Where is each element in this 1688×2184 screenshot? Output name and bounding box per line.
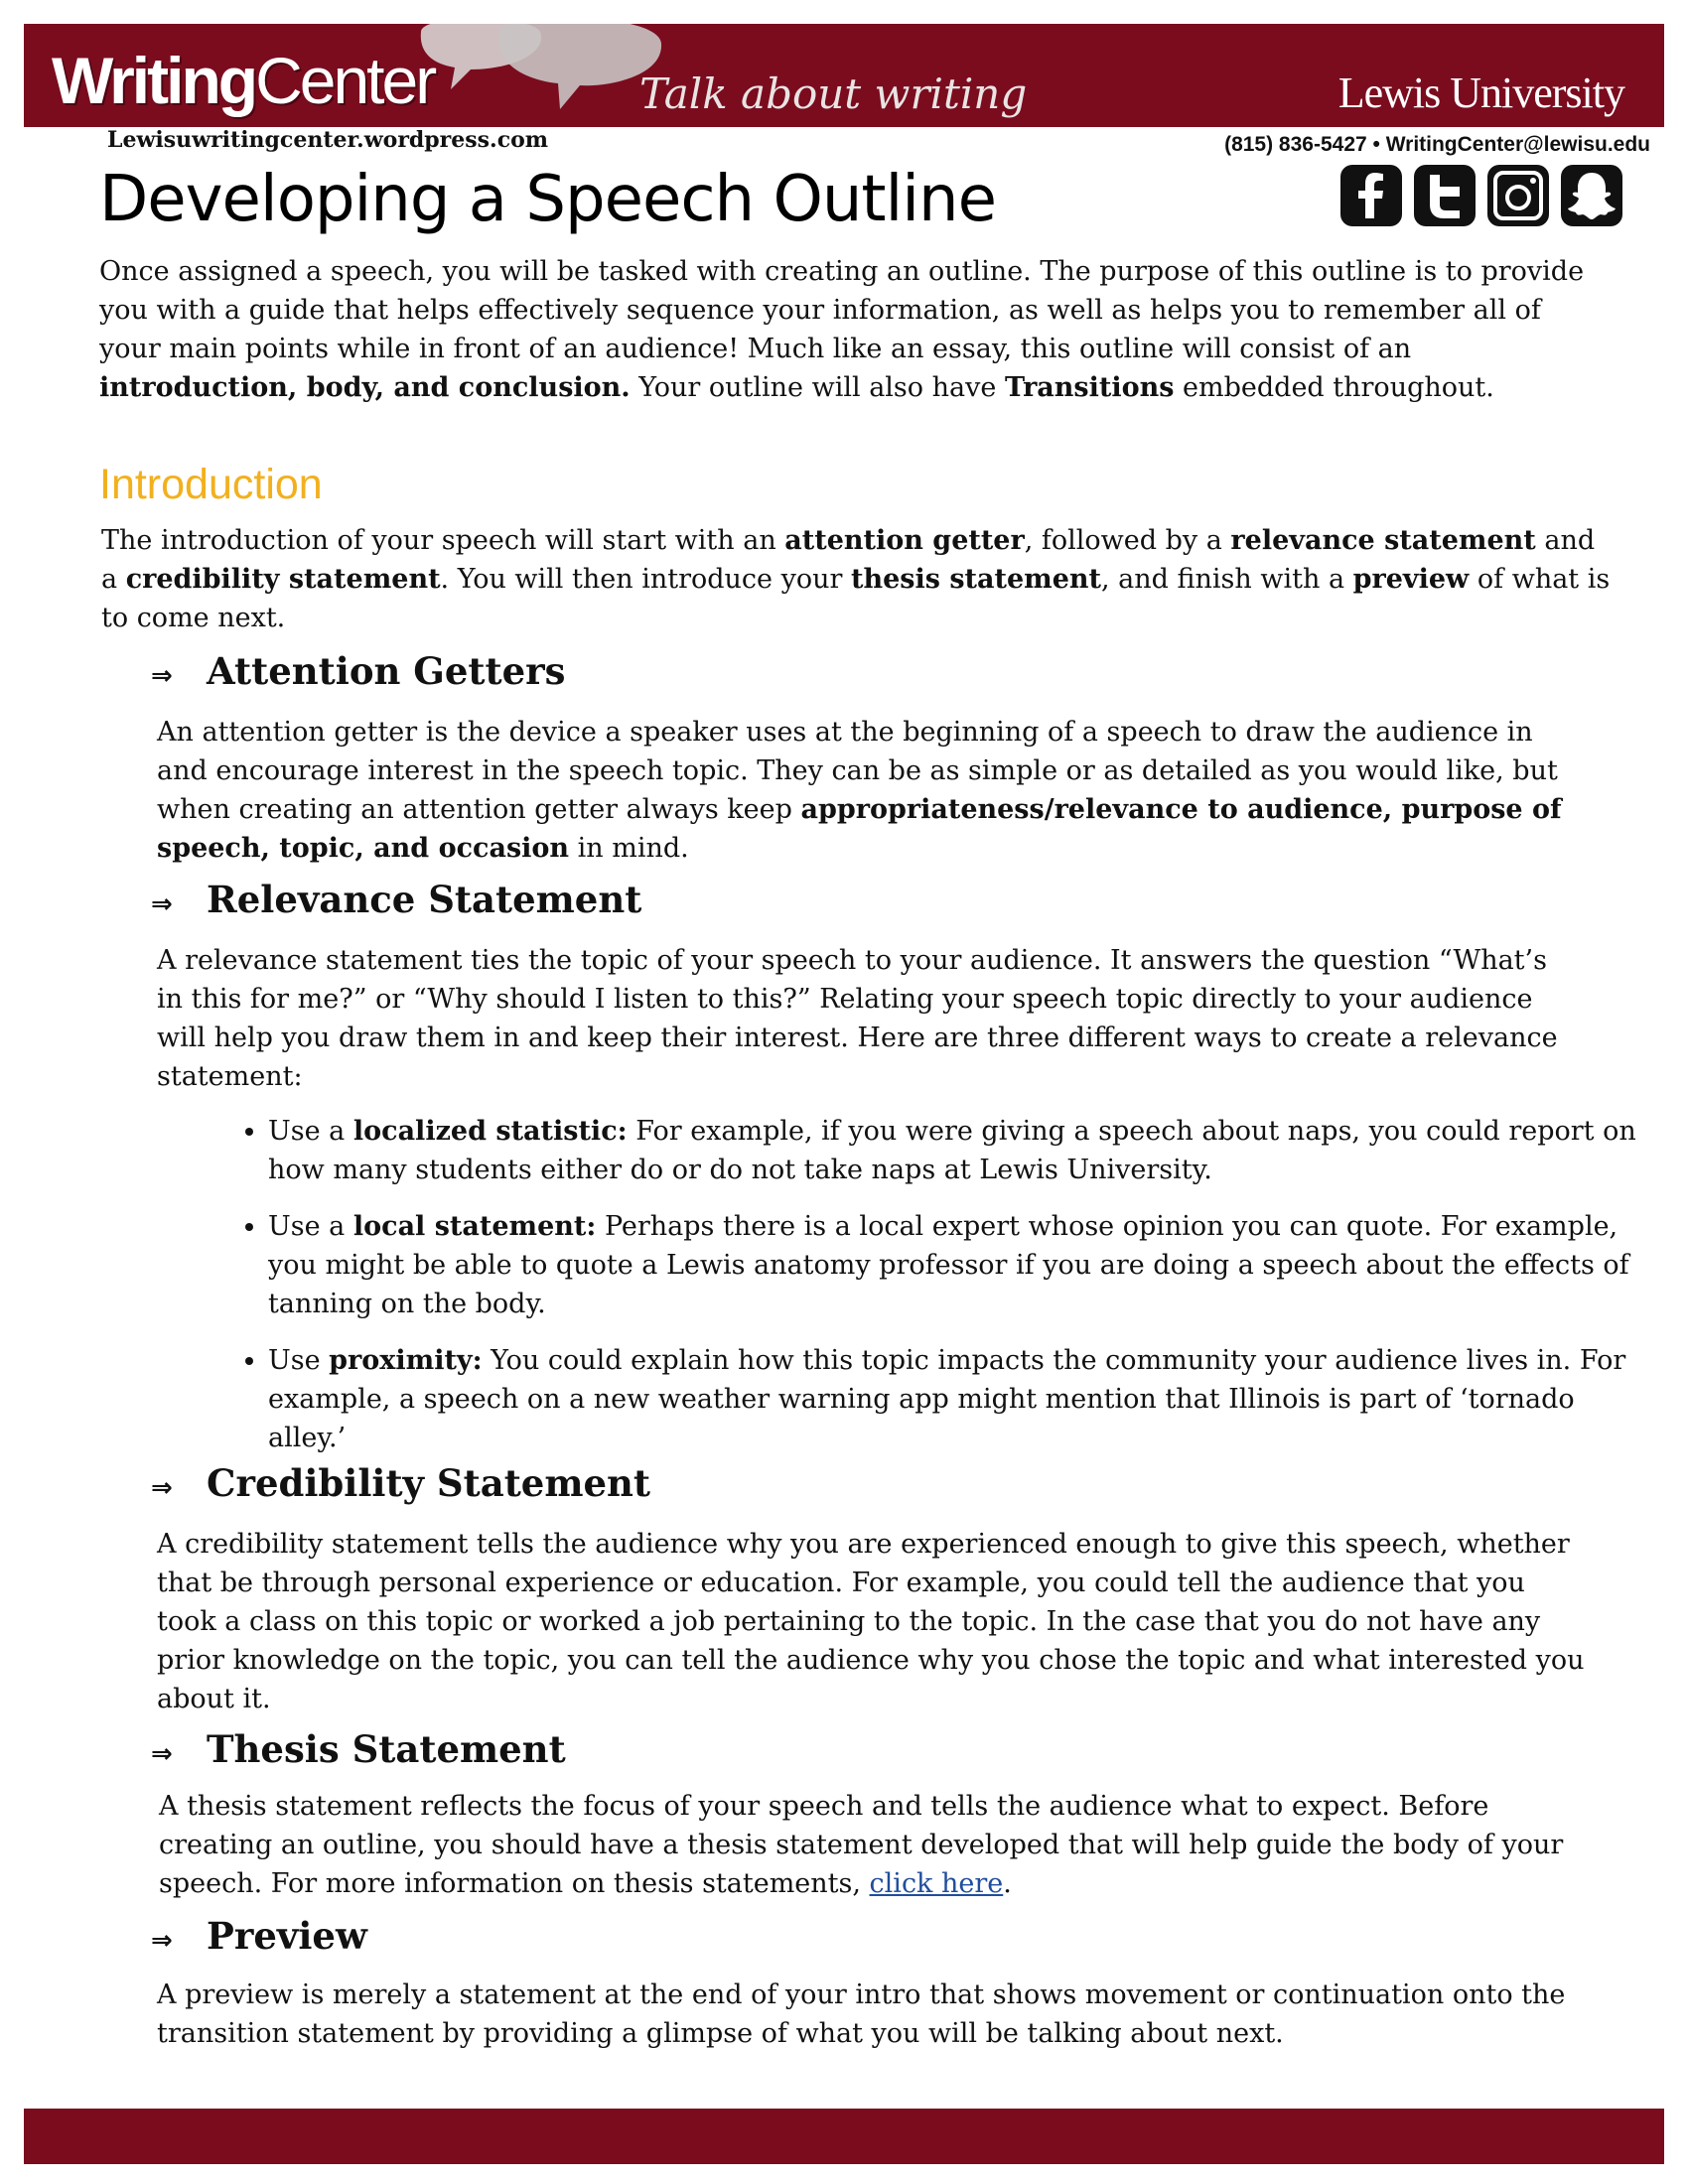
header-banner [24, 24, 1664, 127]
speech-bubbles-icon [411, 24, 669, 127]
introduction-paragraph: The introduction of your speech will start with an attention getter, followed by a relevance statement and a credibility statement. You will then introduce your thesis statement, and finish with a preview of what is to come next. [101, 525, 1611, 633]
list-item: • Use a local statement: Perhaps there is a local expert whose opinion you can quote. For example, you might be able to quote a Lewis anatomy professor if you are doing a speech about the effects of tanning on the body. [268, 1207, 1658, 1323]
university-name: Lewis University [1337, 68, 1624, 117]
arrow-icon: ⇒ [151, 1926, 173, 1956]
social-icons [1338, 163, 1624, 228]
preview-heading: ⇒ Preview [151, 1914, 367, 1958]
relevance-statement-heading: ⇒ Relevance Statement [151, 878, 642, 921]
facebook-icon[interactable] [1338, 163, 1404, 228]
page-title: Developing a Speech Outline [99, 163, 996, 236]
writing-center-logo [52, 44, 435, 117]
contact-info: (815) 836-5427 • WritingCenter@lewisu.edu [1224, 133, 1650, 156]
snapchat-icon[interactable] [1559, 163, 1624, 228]
attention-getters-heading: ⇒ Attention Getters [151, 649, 566, 693]
arrow-icon: ⇒ [151, 889, 173, 919]
twitter-icon[interactable] [1412, 163, 1477, 228]
arrow-icon: ⇒ [151, 1739, 173, 1769]
instagram-icon[interactable] [1485, 163, 1551, 228]
logo-center: Center [255, 44, 435, 117]
credibility-statement-paragraph: A credibility statement tells the audience why you are experienced enough to give this speech, whether that be through personal experience or education. For example, you could tell the audience that you took a class on this topic or worked a job pertaining to the topic. In the case that you do not have any prior knowledge on the topic, you can tell the audience why you chose the topic and what interested you about it. [157, 1529, 1585, 1714]
thesis-statement-paragraph: A thesis statement reflects the focus of your speech and tells the audience what to expect. Before creating an outline, you should have a thesis statement developed that will help guide the body of your speech. For more information on thesis statements, click here. [159, 1791, 1564, 1899]
preview-paragraph: A preview is merely a statement at the end of your intro that shows movement or continuation onto the transition statement by providing a glimpse of what you will be talking about next. [157, 1979, 1566, 2049]
logo-writing: Writing [52, 44, 256, 117]
attention-getters-paragraph: An attention getter is the device a speaker uses at the beginning of a speech to draw the audience in and encourage interest in the speech topic. They can be as simple or as detailed as you would like, but when creating an attention getter always keep appropriateness/relevance to audience, purpose of speech, topic, and occasion in mind. [157, 717, 1562, 864]
blog-url[interactable]: Lewisuwritingcenter.wordpress.com [107, 127, 549, 153]
introduction-heading: Introduction [99, 461, 323, 508]
list-item: • Use proximity: You could explain how this topic impacts the community your audience lives in. For example, a speech on a new weather warning app might mention that Illinois is part of ‘tornado alley.’ [268, 1341, 1658, 1457]
footer-banner [24, 2109, 1664, 2164]
credibility-statement-heading: ⇒ Credibility Statement [151, 1461, 651, 1505]
arrow-icon: ⇒ [151, 661, 173, 691]
click-here-link[interactable]: click here [869, 1868, 1004, 1899]
thesis-statement-heading: ⇒ Thesis Statement [151, 1727, 566, 1771]
list-item: • Use a localized statistic: For example, if you were giving a speech about naps, you could report on how many students either do or do not take naps at Lewis University. [268, 1112, 1658, 1189]
relevance-statement-paragraph: A relevance statement ties the topic of your speech to your audience. It answers the question “What’s in this for me?” or “Why should I listen to this?” Relating your speech topic directly to your audience will help you draw them in and keep their interest. Here are three different ways to create a relevance statement: [157, 945, 1558, 1092]
arrow-icon: ⇒ [151, 1473, 173, 1503]
intro-paragraph: Once assigned a speech, you will be tasked with creating an outline. The purpose of this outline is to provide you with a guide that helps effectively sequence your information, as well as helps you to remember all of your main points while in front of an audience! Much like an essay, this outline will consist of an introduction, body, and conclusion. Your outline will also have Transitions embedded throughout. [99, 256, 1585, 403]
relevance-bullet-list [207, 1112, 1658, 1475]
tagline: Talk about writing [639, 69, 1028, 118]
